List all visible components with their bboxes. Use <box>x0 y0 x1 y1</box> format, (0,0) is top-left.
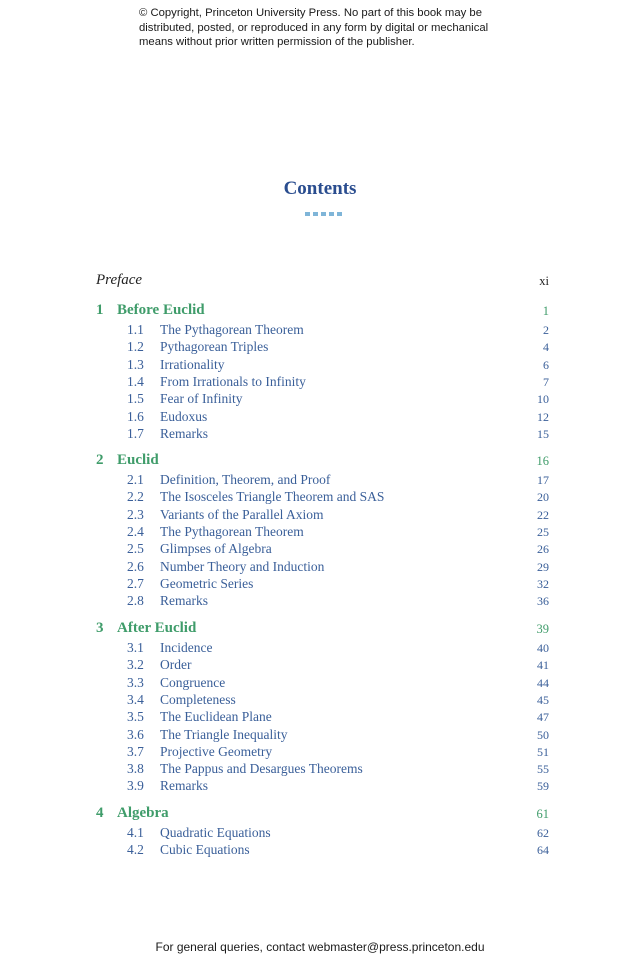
section-page: 45 <box>537 693 549 707</box>
section-title[interactable]: Completeness <box>160 692 236 707</box>
preface-page: xi <box>539 274 549 288</box>
chapter-page: 61 <box>536 807 549 821</box>
section-title[interactable]: The Pythagorean Theorem <box>160 322 304 337</box>
section-title[interactable]: Remarks <box>160 593 208 608</box>
section-title[interactable]: Pythagorean Triples <box>160 339 269 354</box>
chapter-page: 39 <box>536 622 549 636</box>
section-page: 64 <box>537 843 549 857</box>
section-page: 29 <box>537 560 549 574</box>
section-page: 22 <box>537 508 549 522</box>
section-page: 7 <box>543 375 549 389</box>
section-number: 1.3 <box>127 357 144 372</box>
section-page: 41 <box>537 658 549 672</box>
section-number: 1.2 <box>127 339 144 354</box>
section-number: 2.1 <box>127 472 144 487</box>
section-title[interactable]: Fear of Infinity <box>160 391 243 406</box>
section-number: 4.2 <box>127 842 144 857</box>
section-title[interactable]: Eudoxus <box>160 409 208 424</box>
section-title[interactable]: The Euclidean Plane <box>160 709 272 724</box>
section-page: 55 <box>537 762 549 776</box>
chapter-page: 16 <box>536 454 549 468</box>
section-number: 2.3 <box>127 507 144 522</box>
chapter-number: 2 <box>96 452 104 468</box>
section-number: 4.1 <box>127 825 144 840</box>
section-number: 3.9 <box>127 778 144 793</box>
chapter-title[interactable]: Before Euclid <box>117 302 205 318</box>
section-page: 59 <box>537 779 549 793</box>
title-ornament <box>305 212 345 217</box>
section-title[interactable]: Glimpses of Algebra <box>160 541 272 556</box>
section-page: 40 <box>537 641 549 655</box>
section-page: 51 <box>537 745 549 759</box>
chapter-page: 1 <box>542 304 549 318</box>
section-number: 3.5 <box>127 709 144 724</box>
section-number: 2.8 <box>127 593 144 608</box>
section-title[interactable]: The Pythagorean Theorem <box>160 524 304 539</box>
section-number: 2.4 <box>127 524 144 539</box>
section-number: 3.2 <box>127 657 144 672</box>
section-page: 25 <box>537 525 549 539</box>
section-page: 62 <box>537 826 549 840</box>
section-title[interactable]: Variants of the Parallel Axiom <box>160 507 324 522</box>
section-title[interactable]: Geometric Series <box>160 576 254 591</box>
section-page: 6 <box>543 358 549 372</box>
section-title[interactable]: The Triangle Inequality <box>160 727 288 742</box>
section-page: 47 <box>537 710 549 724</box>
chapter-number: 1 <box>96 302 104 318</box>
section-page: 4 <box>543 340 549 354</box>
section-number: 1.7 <box>127 426 144 441</box>
section-title[interactable]: Quadratic Equations <box>160 825 271 840</box>
footer-contact: For general queries, contact webmaster@press.princeton.edu <box>155 940 485 954</box>
section-title[interactable]: The Isosceles Triangle Theorem and SAS <box>160 489 385 504</box>
section-number: 2.2 <box>127 489 144 504</box>
chapter-number: 3 <box>96 620 104 636</box>
section-page: 15 <box>537 427 549 441</box>
section-title[interactable]: Order <box>160 657 192 672</box>
section-number: 2.7 <box>127 576 144 591</box>
section-title[interactable]: Remarks <box>160 778 208 793</box>
copyright-notice: © Copyright, Princeton University Press. No part of this book may be distributed, posted, or reproduced in any form by digital or mechanical means without prior written permission of the publisher. <box>139 7 489 48</box>
section-number: 3.1 <box>127 640 144 655</box>
section-page: 17 <box>537 473 549 487</box>
preface-label[interactable]: Preface <box>96 272 143 288</box>
section-page: 10 <box>537 392 549 406</box>
section-title[interactable]: Remarks <box>160 426 208 441</box>
chapter-title[interactable]: After Euclid <box>117 620 197 636</box>
section-number: 1.6 <box>127 409 144 424</box>
section-page: 2 <box>543 323 549 337</box>
section-title[interactable]: From Irrationals to Infinity <box>160 374 306 389</box>
section-number: 3.7 <box>127 744 144 759</box>
section-page: 12 <box>537 410 549 424</box>
section-title[interactable]: Irrationality <box>160 357 225 372</box>
section-title[interactable]: Number Theory and Induction <box>160 559 325 574</box>
section-page: 32 <box>537 577 549 591</box>
section-title[interactable]: Projective Geometry <box>160 744 273 759</box>
page-title: Contents <box>283 178 357 199</box>
section-number: 3.8 <box>127 761 144 776</box>
section-page: 20 <box>537 490 549 504</box>
chapter-number: 4 <box>96 805 104 821</box>
section-title[interactable]: Cubic Equations <box>160 842 250 857</box>
section-page: 44 <box>537 676 549 690</box>
section-number: 1.4 <box>127 374 144 389</box>
section-title[interactable]: The Pappus and Desargues Theorems <box>160 761 363 776</box>
chapter-title[interactable]: Euclid <box>117 452 159 468</box>
chapter-title[interactable]: Algebra <box>117 805 169 821</box>
section-number: 2.6 <box>127 559 144 574</box>
section-number: 3.4 <box>127 692 144 707</box>
section-number: 1.5 <box>127 391 144 406</box>
section-title[interactable]: Congruence <box>160 675 226 690</box>
section-page: 26 <box>537 542 549 556</box>
section-number: 3.3 <box>127 675 144 690</box>
section-number: 2.5 <box>127 541 144 556</box>
section-page: 50 <box>537 728 549 742</box>
section-page: 36 <box>537 594 549 608</box>
section-number: 1.1 <box>127 322 144 337</box>
section-title[interactable]: Incidence <box>160 640 213 655</box>
section-title[interactable]: Definition, Theorem, and Proof <box>160 472 331 487</box>
section-number: 3.6 <box>127 727 144 742</box>
